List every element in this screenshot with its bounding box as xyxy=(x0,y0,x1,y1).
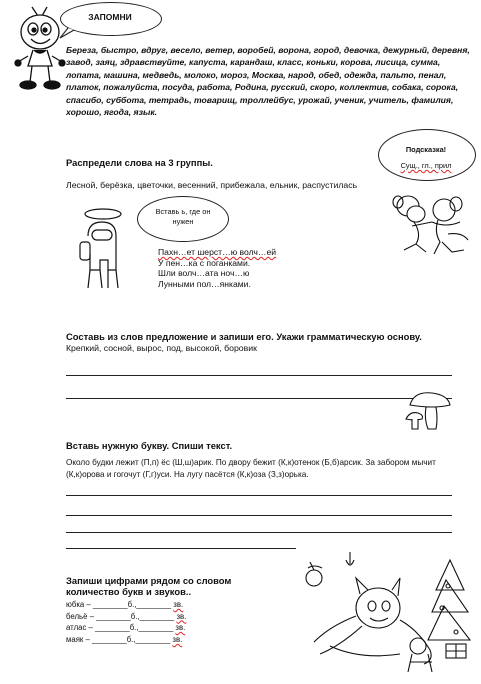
mushrooms-illustration xyxy=(404,389,454,437)
task2-words: Крепкий, сосной, вырос, под, высокой, боровик xyxy=(66,343,257,353)
letter-sound-rows xyxy=(66,599,186,645)
soft-sign-bubble-text: Вставь ь, где он нужен xyxy=(155,207,211,226)
remember-label: ЗАПОМНИ xyxy=(88,12,132,22)
count-row: юбка – ________б.,________ зв. xyxy=(66,600,184,609)
hint-text: Сущ., гл., прил xyxy=(400,161,452,170)
task4-title: Запиши цифрами рядом со словом количество букв и звуков.. xyxy=(66,575,232,597)
bubble-tail xyxy=(58,26,78,40)
christmas-cat-illustration xyxy=(300,550,472,678)
task1-title: Распредели слова на 3 группы. xyxy=(66,157,213,168)
count-row: бельё – ________б.,________ зв. xyxy=(66,611,187,621)
task3-text: Около будки лежит (П,п) ёс (Ш,ш)арик. По двору бежит (К,к)отенок (Б,б)арсик. За забором мычит (К,к)орова и гогочут (Г,г)уси. На лугу пасётся (К,к)оза (З,з)орька. xyxy=(66,458,436,479)
count-row: атлас – ________б.,________ зв. xyxy=(66,623,186,633)
answer-line[interactable] xyxy=(66,375,452,376)
answer-line[interactable] xyxy=(66,515,452,516)
poem-line: Пахн…ет шерст…ю волч…ей xyxy=(158,247,277,257)
poem-line: У пен…ка с поганками. xyxy=(158,257,251,268)
hint-title: Подсказка! xyxy=(405,145,447,154)
answer-line[interactable] xyxy=(66,548,296,549)
count-row: маяк – ________б.,________ зв. xyxy=(66,634,183,644)
poem xyxy=(158,247,276,289)
crewmate-illustration xyxy=(70,204,136,292)
hint-bubble xyxy=(378,129,476,181)
mice-illustration xyxy=(386,192,474,260)
poem-line: Шли волч…ата ноч…ю xyxy=(158,268,250,279)
answer-line[interactable] xyxy=(66,495,452,496)
task2-title: Составь из слов предложение и запиши его. Укажи грамматическую основу. xyxy=(66,331,422,342)
poem-line: Лунными пол…янками. xyxy=(158,278,251,289)
task1-words: Лесной, берёзка, цветочки, весенний, прибежала, ельник, распустилась xyxy=(66,180,358,190)
answer-line[interactable] xyxy=(66,532,452,533)
task3-title: Вставь нужную букву. Спиши текст. xyxy=(66,440,233,451)
answer-line[interactable] xyxy=(66,398,452,399)
vocabulary-words: Береза, быстро, вдруг, весело, ветер, воробей, ворона, город, девочка, дежурный, деревня, завод, заяц, здравствуйте, капуста, карандаш, класс, коньки, корова, лисица, сумма, лопата, машина, медведь, молоко, мороз, Москва, народ, обед, одежда, пальто, пенал, платок, пожалуйста, посуда, работа, Родина, русский, скоро, коллектив, собака, сорока, спасибо, суббота, тетрадь, товарищ, троллейбус, урожай, ученик, учитель, фамилия, хорошо, ягода, язык. xyxy=(66,45,470,118)
